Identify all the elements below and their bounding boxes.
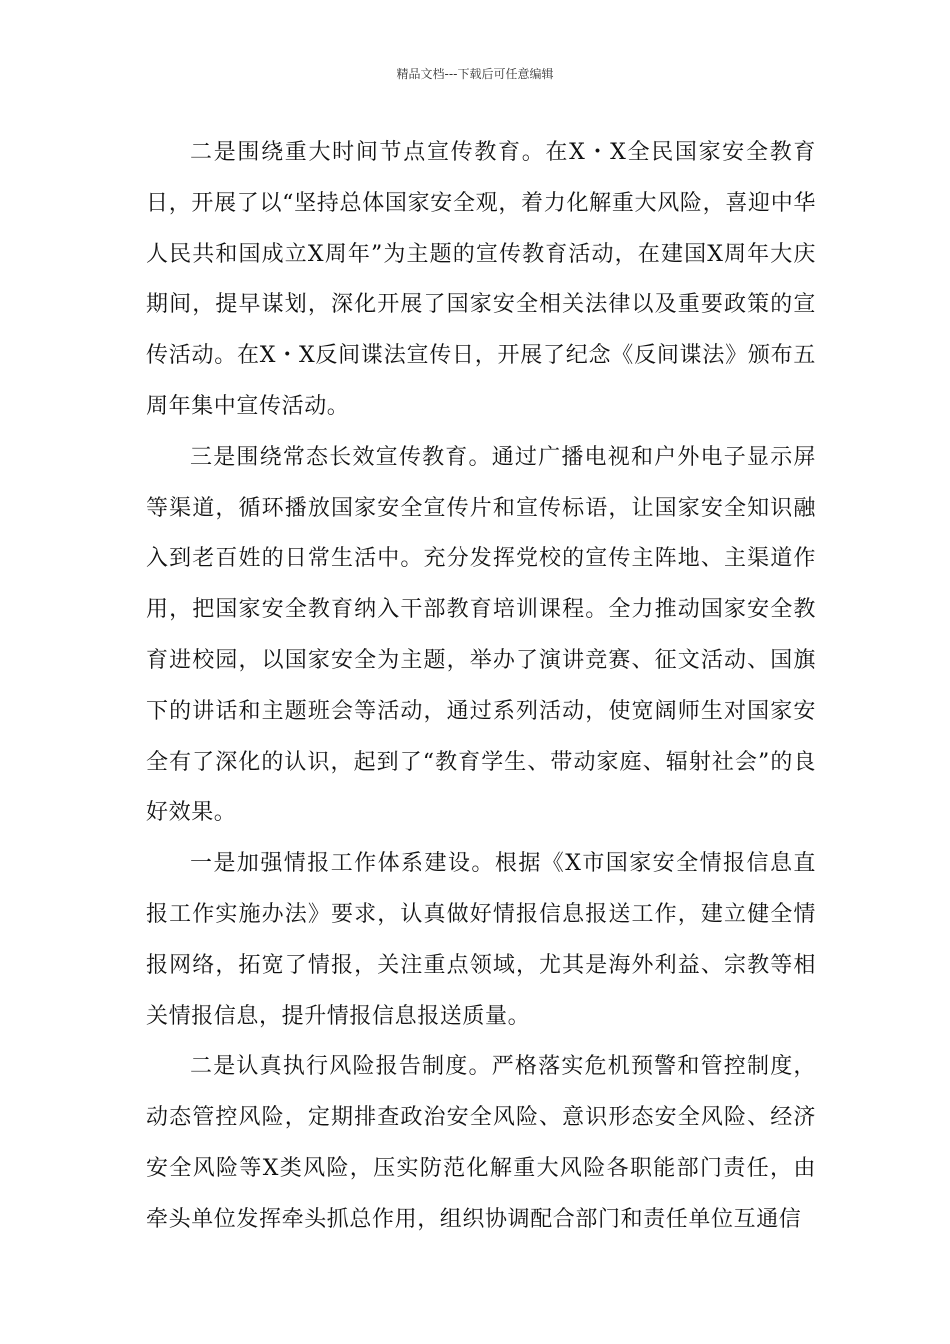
document-body — [146, 128, 816, 1246]
paragraph-key-dates-education: 二是围绕重大时间节点宣传教育。在X・X全民国家安全教育日，开展了以“坚持总体国家安全观，着力化解重大风险，喜迎中华人民共和国成立X周年”为主题的宣传教育活动，在建国X周年大庆期间，提早谋划，深化开展了国家安全相关法律以及重要政策的宣传活动。在X・X反间谍法宣传日，开展了纪念《反间谍法》颁布五周年集中宣传活动。 — [146, 140, 816, 419]
paragraph-intelligence-system: 一是加强情报工作体系建设。根据《X市国家安全情报信息直报工作实施办法》要求，认真做好情报信息报送工作，建立健全情报网络，拓宽了情报，关注重点领域，尤其是海外利益、宗教等相关情报信息，提升情报信息报送质量。 — [146, 851, 816, 1029]
page-header: 精品文档---下载后可任意编辑 — [396, 67, 554, 81]
paragraph-risk-reporting: 二是认真执行风险报告制度。严格落实危机预警和管控制度，动态管控风险，定期排查政治安全风险、意识形态安全风险、经济安全风险等X类风险，压实防范化解重大风险各职能部门责任，由牵头单位发挥牵头抓总作用，组织协调配合部门和责任单位互通信 — [146, 1054, 816, 1232]
paragraph-regular-education: 三是围绕常态长效宣传教育。通过广播电视和户外电子显示屏等渠道，循环播放国家安全宣传片和宣传标语，让国家安全知识融入到老百姓的日常生活中。充分发挥党校的宣传主阵地、主渠道作用，把国家安全教育纳入干部教育培训课程。全力推动国家安全教育进校园，以国家安全为主题，举办了演讲竞赛、征文活动、国旗下的讲话和主题班会等活动，通过系列活动，使宽阔师生对国家安全有了深化的认识，起到了“教育学生、带动家庭、辐射社会”的良好效果。 — [146, 444, 816, 826]
